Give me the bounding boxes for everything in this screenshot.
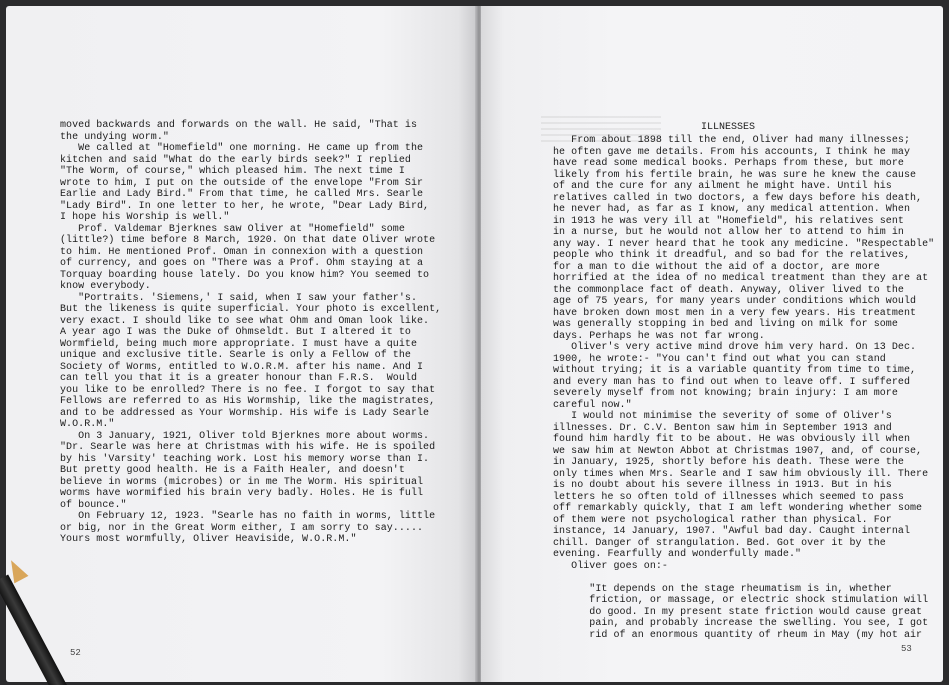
text-line: you like to be enrolled? There is no fee. I forgot to say that bbox=[60, 384, 436, 396]
text-line: But pretty good health. He is a Faith Healer, and doesn't bbox=[60, 465, 405, 476]
text-line: "The Worm, of course," which pleased him. The next time I bbox=[60, 166, 405, 177]
text-line: in 1913 he was very ill at "Homefield", his relatives sent bbox=[553, 215, 904, 227]
text-line: do good. In my present state friction would cause great bbox=[553, 606, 923, 618]
text-line: chill. Danger of strangulation. Bed. Got over it by the bbox=[553, 537, 886, 549]
text-line: friction, or massage, or electric shock stimulation will bbox=[553, 595, 929, 606]
text-line: moved backwards and forwards on the wall. He said, "That is bbox=[60, 120, 418, 131]
text-line: know everybody. bbox=[60, 281, 151, 292]
text-line: From about 1898 till the end, Oliver had many illnesses; bbox=[553, 135, 911, 146]
text-line: unique and exclusive title. Searle is only a Fellow of the bbox=[60, 350, 411, 361]
text-line: we saw him at Newton Abbot at Christmas 1907, and, of course, bbox=[553, 445, 923, 457]
text-line: to him. He mentioned Prof. Oman in connexion with a question bbox=[60, 246, 424, 258]
text-line: severely myself from not knowing; brain injury: I am more bbox=[553, 388, 898, 399]
text-line: and to be addressed as Your Wormship. His wife is Lady Searle bbox=[60, 407, 430, 419]
text-line: for a man to die without the aid of a doctor, are more bbox=[553, 261, 880, 273]
text-line: very exact. I should like to see what Ohm and Oman look like. bbox=[60, 315, 430, 327]
right-page-body bbox=[553, 135, 934, 641]
text-line: by his 'Varsity' teaching work. Lost his memory worse than I. bbox=[60, 453, 430, 465]
text-line: relatives called in two doctors, a few days before his death, bbox=[553, 192, 923, 204]
text-line: 1900, he wrote:- "You can't find out what you can stand bbox=[553, 353, 886, 365]
text-line: Fellows are referred to as His Wormship, like the magistrates, bbox=[60, 396, 436, 407]
text-line: in January, 1925, shortly before his death. These were the bbox=[553, 457, 904, 468]
text-line: letters he so often told of illnesses which seemed to pass bbox=[553, 491, 904, 503]
text-line: Torquay boarding house lately. Do you know him? You seemed to bbox=[60, 269, 430, 281]
text-line: Yours most wormfully, Oliver Heaviside, W.O.R.M." bbox=[60, 534, 357, 545]
text-line: "Portraits. 'Siemens,' I said, when I saw your father's. bbox=[60, 292, 418, 304]
text-line: But the likeness is quite superficial. Your photo is excellent, bbox=[60, 304, 442, 315]
text-line: We called at "Homefield" one morning. He came up from the bbox=[60, 143, 424, 154]
text-line: wrote to him, I put on the outside of the envelope "From Sir bbox=[60, 177, 424, 189]
text-line: off remarkably quickly, that I am left wondering whether some bbox=[553, 503, 923, 514]
text-line: found him hardly fit to be about. He was obviously ill when bbox=[553, 434, 911, 445]
text-line: On 3 January, 1921, Oliver told Bjerknes more about worms. bbox=[60, 430, 430, 442]
text-line: W.O.R.M." bbox=[60, 419, 115, 430]
text-line: Prof. Valdemar Bjerknes saw Oliver at "Homefield" some bbox=[60, 223, 405, 235]
text-line: instance, 14 January, 1907. "Awful bad day. Caught internal bbox=[553, 526, 911, 537]
text-line: illnesses. Dr. C.V. Benton saw him in September 1913 and bbox=[553, 422, 892, 434]
text-line: of currency, and goes on "There was a Prof. Ohm staying at a bbox=[60, 258, 424, 269]
text-line: Wormfield, being much more appropriate. I must have a quite bbox=[60, 338, 418, 350]
left-page-number: 52 bbox=[70, 648, 81, 658]
left-page-body bbox=[60, 120, 441, 546]
text-line: "It depends on the stage rheumatism is in, whether bbox=[553, 583, 892, 595]
text-line: Oliver goes on:- bbox=[553, 560, 668, 572]
text-line: rid of an enormous quantity of rheum in May (my hot air bbox=[553, 629, 923, 641]
text-line: of bounce." bbox=[60, 499, 127, 511]
text-line: I hope his Worship is well." bbox=[60, 212, 230, 223]
text-line: Society of Worms, entitled to W.O.R.M. after his name. And I bbox=[60, 361, 424, 373]
text-line: Earlie and Lady Bird." From that time, he called Mrs. Searle bbox=[60, 189, 424, 200]
text-line: in a nurse, but he would not allow her to attend to him in bbox=[553, 227, 904, 238]
text-line: the undying worm." bbox=[60, 131, 169, 143]
text-line: "Lady Bird". In one letter to her, he wrote, "Dear Lady Bird, bbox=[60, 200, 430, 212]
text-line: horrified at the idea of no medical treatment than they are at bbox=[553, 273, 929, 284]
pencil-body bbox=[0, 574, 70, 685]
text-line: the commonplace fact of death. Anyway, Oliver lived to the bbox=[553, 284, 904, 296]
text-line: likely from his fertile brain, he was sure he knew the cause bbox=[553, 169, 917, 181]
pencil bbox=[0, 560, 70, 685]
text-line: A year ago I was the Duke of Ohmseldt. But I altered it to bbox=[60, 327, 411, 338]
text-line: careful now." bbox=[553, 399, 632, 411]
text-line: he often gave me details. From his accounts, I think he may bbox=[553, 146, 911, 158]
text-line: can tell you that it is a greater honour than F.R.S. Would bbox=[60, 373, 418, 384]
text-line: of them were not psychological rather than physical. For bbox=[553, 514, 892, 526]
text-line: I would not minimise the severity of some of Oliver's bbox=[553, 411, 892, 422]
text-line: pain, and probably increase the swelling. You see, I got bbox=[553, 618, 929, 629]
text-line: and every man has to find out when to leave off. I suffered bbox=[553, 376, 911, 388]
text-line: or big, nor in the Great Worm either, I am sorry to say..... bbox=[60, 522, 424, 534]
right-page-number: 53 bbox=[901, 644, 912, 654]
text-line: was generally stopping in bed and living on milk for some bbox=[553, 319, 898, 330]
right-page bbox=[481, 6, 943, 682]
text-line: he never had, as far as I know, any medical attention. When bbox=[553, 204, 911, 215]
text-line: On February 12, 1923. "Searle has no faith in worms, little bbox=[60, 511, 436, 522]
text-line: people who think it dreadful, and so bad for the relatives, bbox=[553, 250, 911, 261]
text-line: have broken down most men in a very few years. His treatment bbox=[553, 307, 917, 319]
text-line: days. Perhaps he was not far wrong. bbox=[553, 330, 765, 342]
text-line: "Dr. Searle was here at Christmas with his wife. He is spoiled bbox=[60, 442, 436, 453]
text-line: age of 75 years, for many years under conditions which would bbox=[553, 296, 917, 307]
chapter-heading: ILLNESSES bbox=[701, 122, 756, 133]
text-line: kitchen and said "What do the early birds seek?" I replied bbox=[60, 154, 411, 166]
text-line: (little?) time before 8 March, 1920. On that date Oliver wrote bbox=[60, 235, 436, 246]
text-line: believe in worms (microbes) or in me The Worm. His spiritual bbox=[60, 476, 424, 488]
text-line: worms have wormified his brain very badly. Holes. He is full bbox=[60, 488, 424, 499]
left-page bbox=[6, 6, 477, 682]
text-line: Oliver's very active mind drove him very hard. On 13 Dec. bbox=[553, 342, 917, 353]
text-line: only times when Mrs. Searle and I saw him obviously ill. There bbox=[553, 468, 929, 480]
text-line: of and the cure for any ailment he might have. Until his bbox=[553, 181, 892, 192]
text-line: without trying; it is a variable quantity from time to time, bbox=[553, 365, 917, 376]
text-line: have read some medical books. Perhaps from these, but more bbox=[553, 158, 904, 169]
text-line: any way. I never heard that he took any medicine. "Respectable" bbox=[553, 238, 935, 250]
text-line bbox=[553, 572, 934, 584]
text-line: is no doubt about his severe illness in 1913. But in his bbox=[553, 480, 892, 491]
text-line: evening. Fearfully and wonderfully made." bbox=[553, 549, 802, 560]
